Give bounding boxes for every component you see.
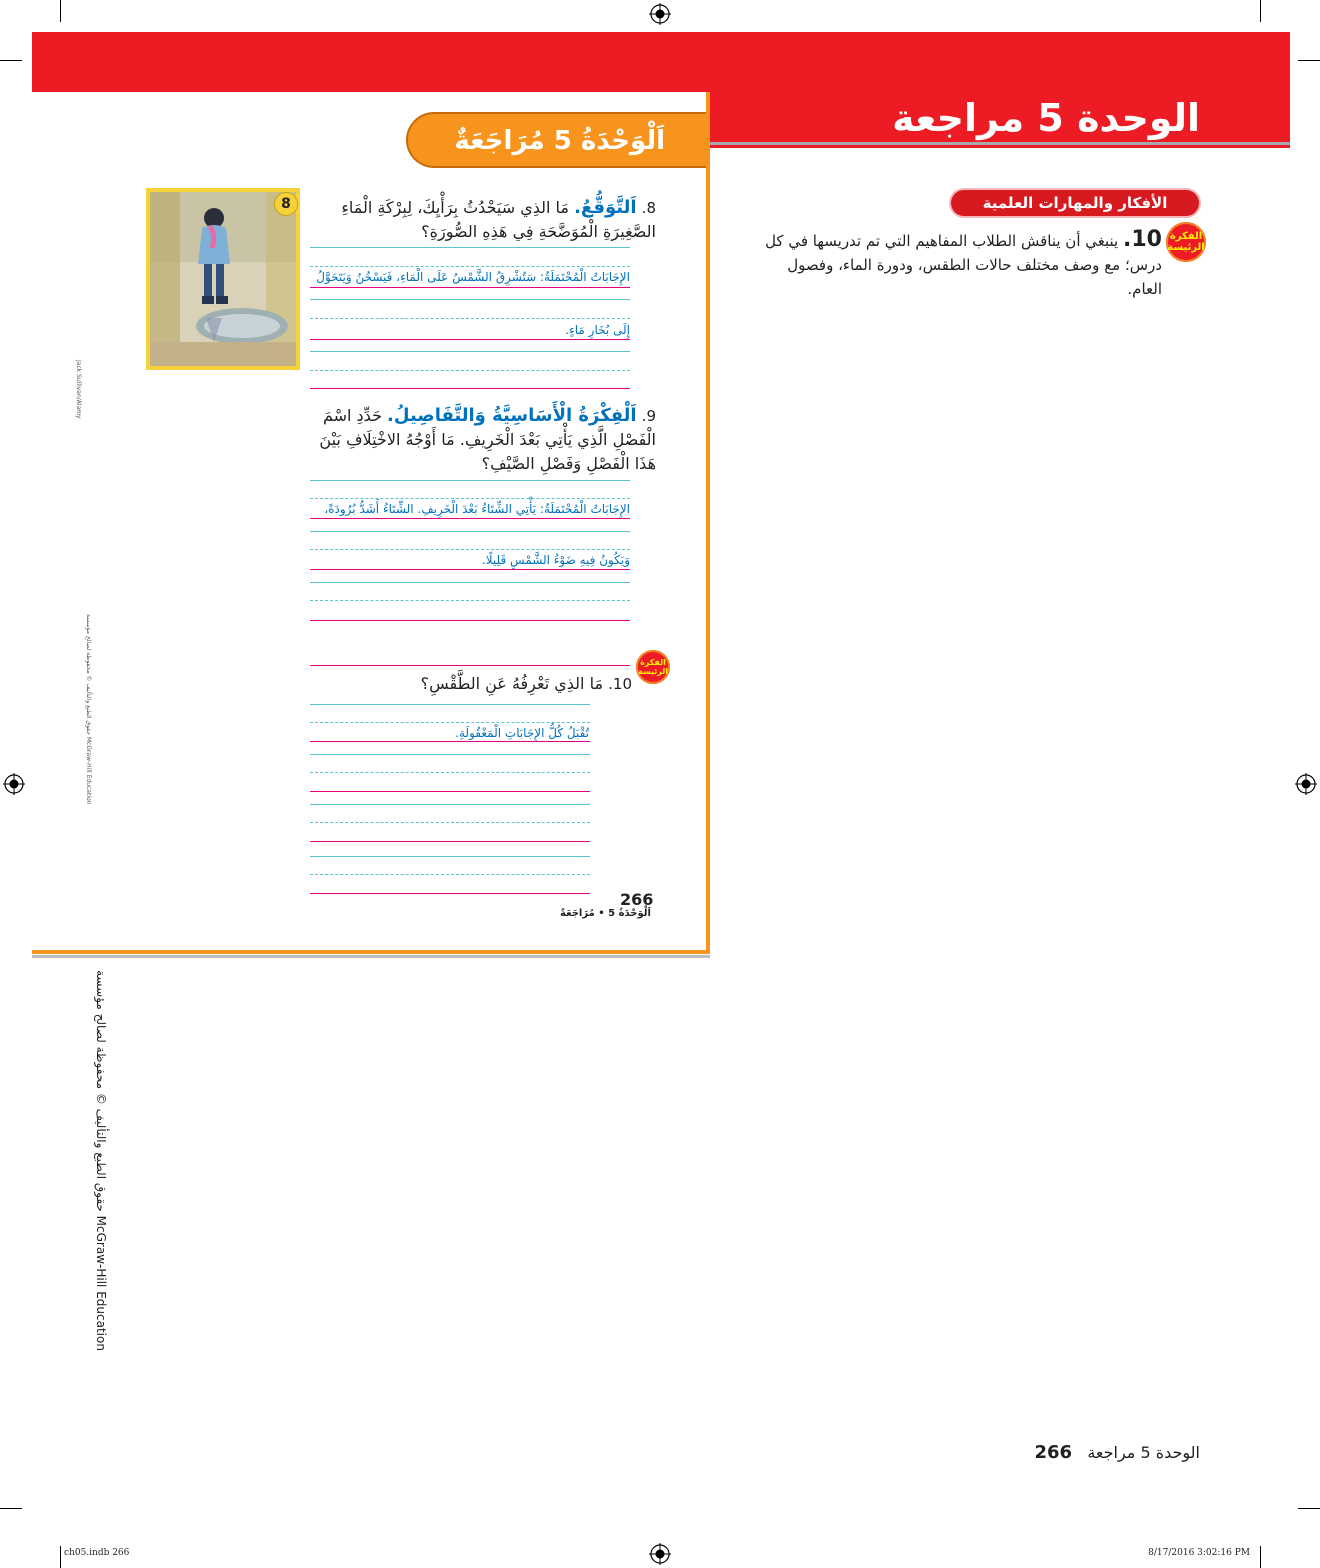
writing-line [310,582,630,583]
registration-mark-icon [3,773,25,795]
writing-baseline [310,841,590,842]
writing-line [310,299,630,300]
print-slug-date: 8/17/2016 3:02:16 PM [1148,1548,1250,1558]
question-10-number: 10. [608,675,632,693]
writing-line [310,704,590,705]
crop-mark [1260,0,1261,22]
question-8-answer-1: الإِجَابَاتُ الْمُحْتَمَلَةُ: سَتُشْرِقُ الشَّمْسُ عَلَى الْمَاءِ، فَيَسْخُنُ وَيَتَحَوَّلُ [316,270,630,284]
copyright-notice: حقوق الطبع والتأليف © محفوظة لصالح مؤسسة McGraw-Hill Education [94,970,108,1351]
writing-line-dashed [310,370,630,371]
student-page-number: 266 [620,890,654,909]
writing-line [310,531,630,532]
writing-line-dashed [310,318,630,319]
writing-line [310,480,630,481]
student-page-title: اَلْوَحْدَةُ 5 مُرَاجَعَةٌ [454,126,665,156]
crop-mark [60,1546,61,1568]
question-9-text: حَدِّدِ اسْمَ الْفَصْلِ الَّذِي يَأْتِي بَعْدَ الْخَرِيفِ. مَا أَوْجُهُ الاخْتِلَافِ بَيْنَ هَذَا الْفَصْلِ وَفَصْلِ الصَّيْفِ؟ [319,406,656,473]
question-10-answer: تُقْبَلُ كُلُّ الإِجَابَاتِ الْمَعْقُولَةِ. [455,726,589,740]
writing-line [310,856,590,857]
teacher-note-text: ينبغي أن يناقش الطلاب المفاهيم التي تم تدريسها في كل درس؛ مع وصف مختلف حالات الطقس، ودورة الماء، وفصول العام. [765,232,1162,298]
footer-page-number: 266 [1034,1442,1073,1463]
writing-line-dashed [310,874,590,875]
writing-baseline [310,569,630,570]
writing-baseline [310,620,630,621]
crop-mark [0,60,22,61]
question-number-badge: 8 [274,192,298,216]
photo-credit: Jack Sullivan/Alamy [75,360,82,419]
question-8-number: 8. [641,199,656,217]
question-9-answer-2: وَيَكُونُ فِيهِ ضَوْءُ الشَّمْسِ قَلِيلًا. [481,553,630,567]
registration-mark-icon [1295,773,1317,795]
writing-baseline [310,518,630,519]
question-8 [310,196,656,244]
copyright-notice-small: حقوق الطبع والتأليف © محفوظة لصالح مؤسسة McGraw-Hill Education [85,614,92,805]
writing-line-dashed [310,772,590,773]
writing-line [310,247,630,248]
registration-mark-icon [649,1543,671,1565]
question-8-answer-2: إِلَى بُخَارِ مَاءٍ. [565,323,630,337]
big-idea-badge: الفكرة الرئيسة [636,650,670,684]
question-8-text: مَا الذِي سَيَحْدُثُ بِرَأْيِكَ، لِبِرْكَةِ الْمَاءِ الصَّغِيرَةِ الْمُوَضَّحَةِ فِي هَذِهِ الصُّورَةِ؟ [341,198,656,241]
panel-shadow [32,955,710,958]
crop-mark [1298,60,1320,61]
writing-line [310,754,590,755]
writing-line-dashed [310,600,630,601]
section-heading: الأفكار والمهارات العلمية [951,190,1199,216]
question-8-keyword: اَلتَّوَقُّعُ. [574,197,637,218]
question-10 [330,672,632,696]
footer-label: الوحدة 5 مراجعة [1087,1443,1200,1462]
writing-baseline [310,287,630,288]
teacher-note-number: 10. [1123,227,1162,252]
page-footer [1035,1442,1201,1463]
child-puddle-image-icon [150,192,296,366]
registration-mark-icon [649,3,671,25]
question-9 [300,404,656,476]
unit-title: الوحدة 5 مراجعة [892,96,1200,140]
big-idea-badge: الفكرة الرئيسة [1166,222,1206,262]
writing-baseline [310,791,590,792]
writing-line-dashed [310,266,630,267]
writing-baseline [310,339,630,340]
student-page-footer: اَلْوَحْدَةُ 5 • مُرَاجَعَةٌ [560,908,651,919]
writing-line [310,351,630,352]
puddle-photo [146,188,300,370]
teacher-note [760,228,1162,301]
writing-baseline [310,388,630,389]
question-9-answer-1: الإِجَابَاتُ الْمُحْتَمَلَةُ: يَأْتِي الشِّتَاءُ بَعْدَ الْخَرِيفِ. الشِّتَاءُ أَشَدُّ بُرُودَةً، [324,502,630,516]
question-10-text: مَا الذِي تَعْرِفُهُ عَنِ الطَّقْسِ؟ [420,674,604,693]
section-divider [310,665,630,666]
writing-baseline [310,893,590,894]
writing-line-dashed [310,498,630,499]
question-9-number: 9. [641,407,656,425]
writing-line [310,804,590,805]
question-9-keyword: اَلْفِكْرَةُ الْأَسَاسِيَّةُ وَالتَّفَاصِيلُ. [387,405,637,426]
crop-mark [60,0,61,22]
writing-line-dashed [310,722,590,723]
crop-mark [1260,1546,1261,1568]
crop-mark [1298,1508,1320,1509]
writing-baseline [310,741,590,742]
print-slug-file: ch05.indb 266 [64,1548,130,1558]
crop-mark [0,1508,22,1509]
writing-line-dashed [310,549,630,550]
writing-line-dashed [310,822,590,823]
